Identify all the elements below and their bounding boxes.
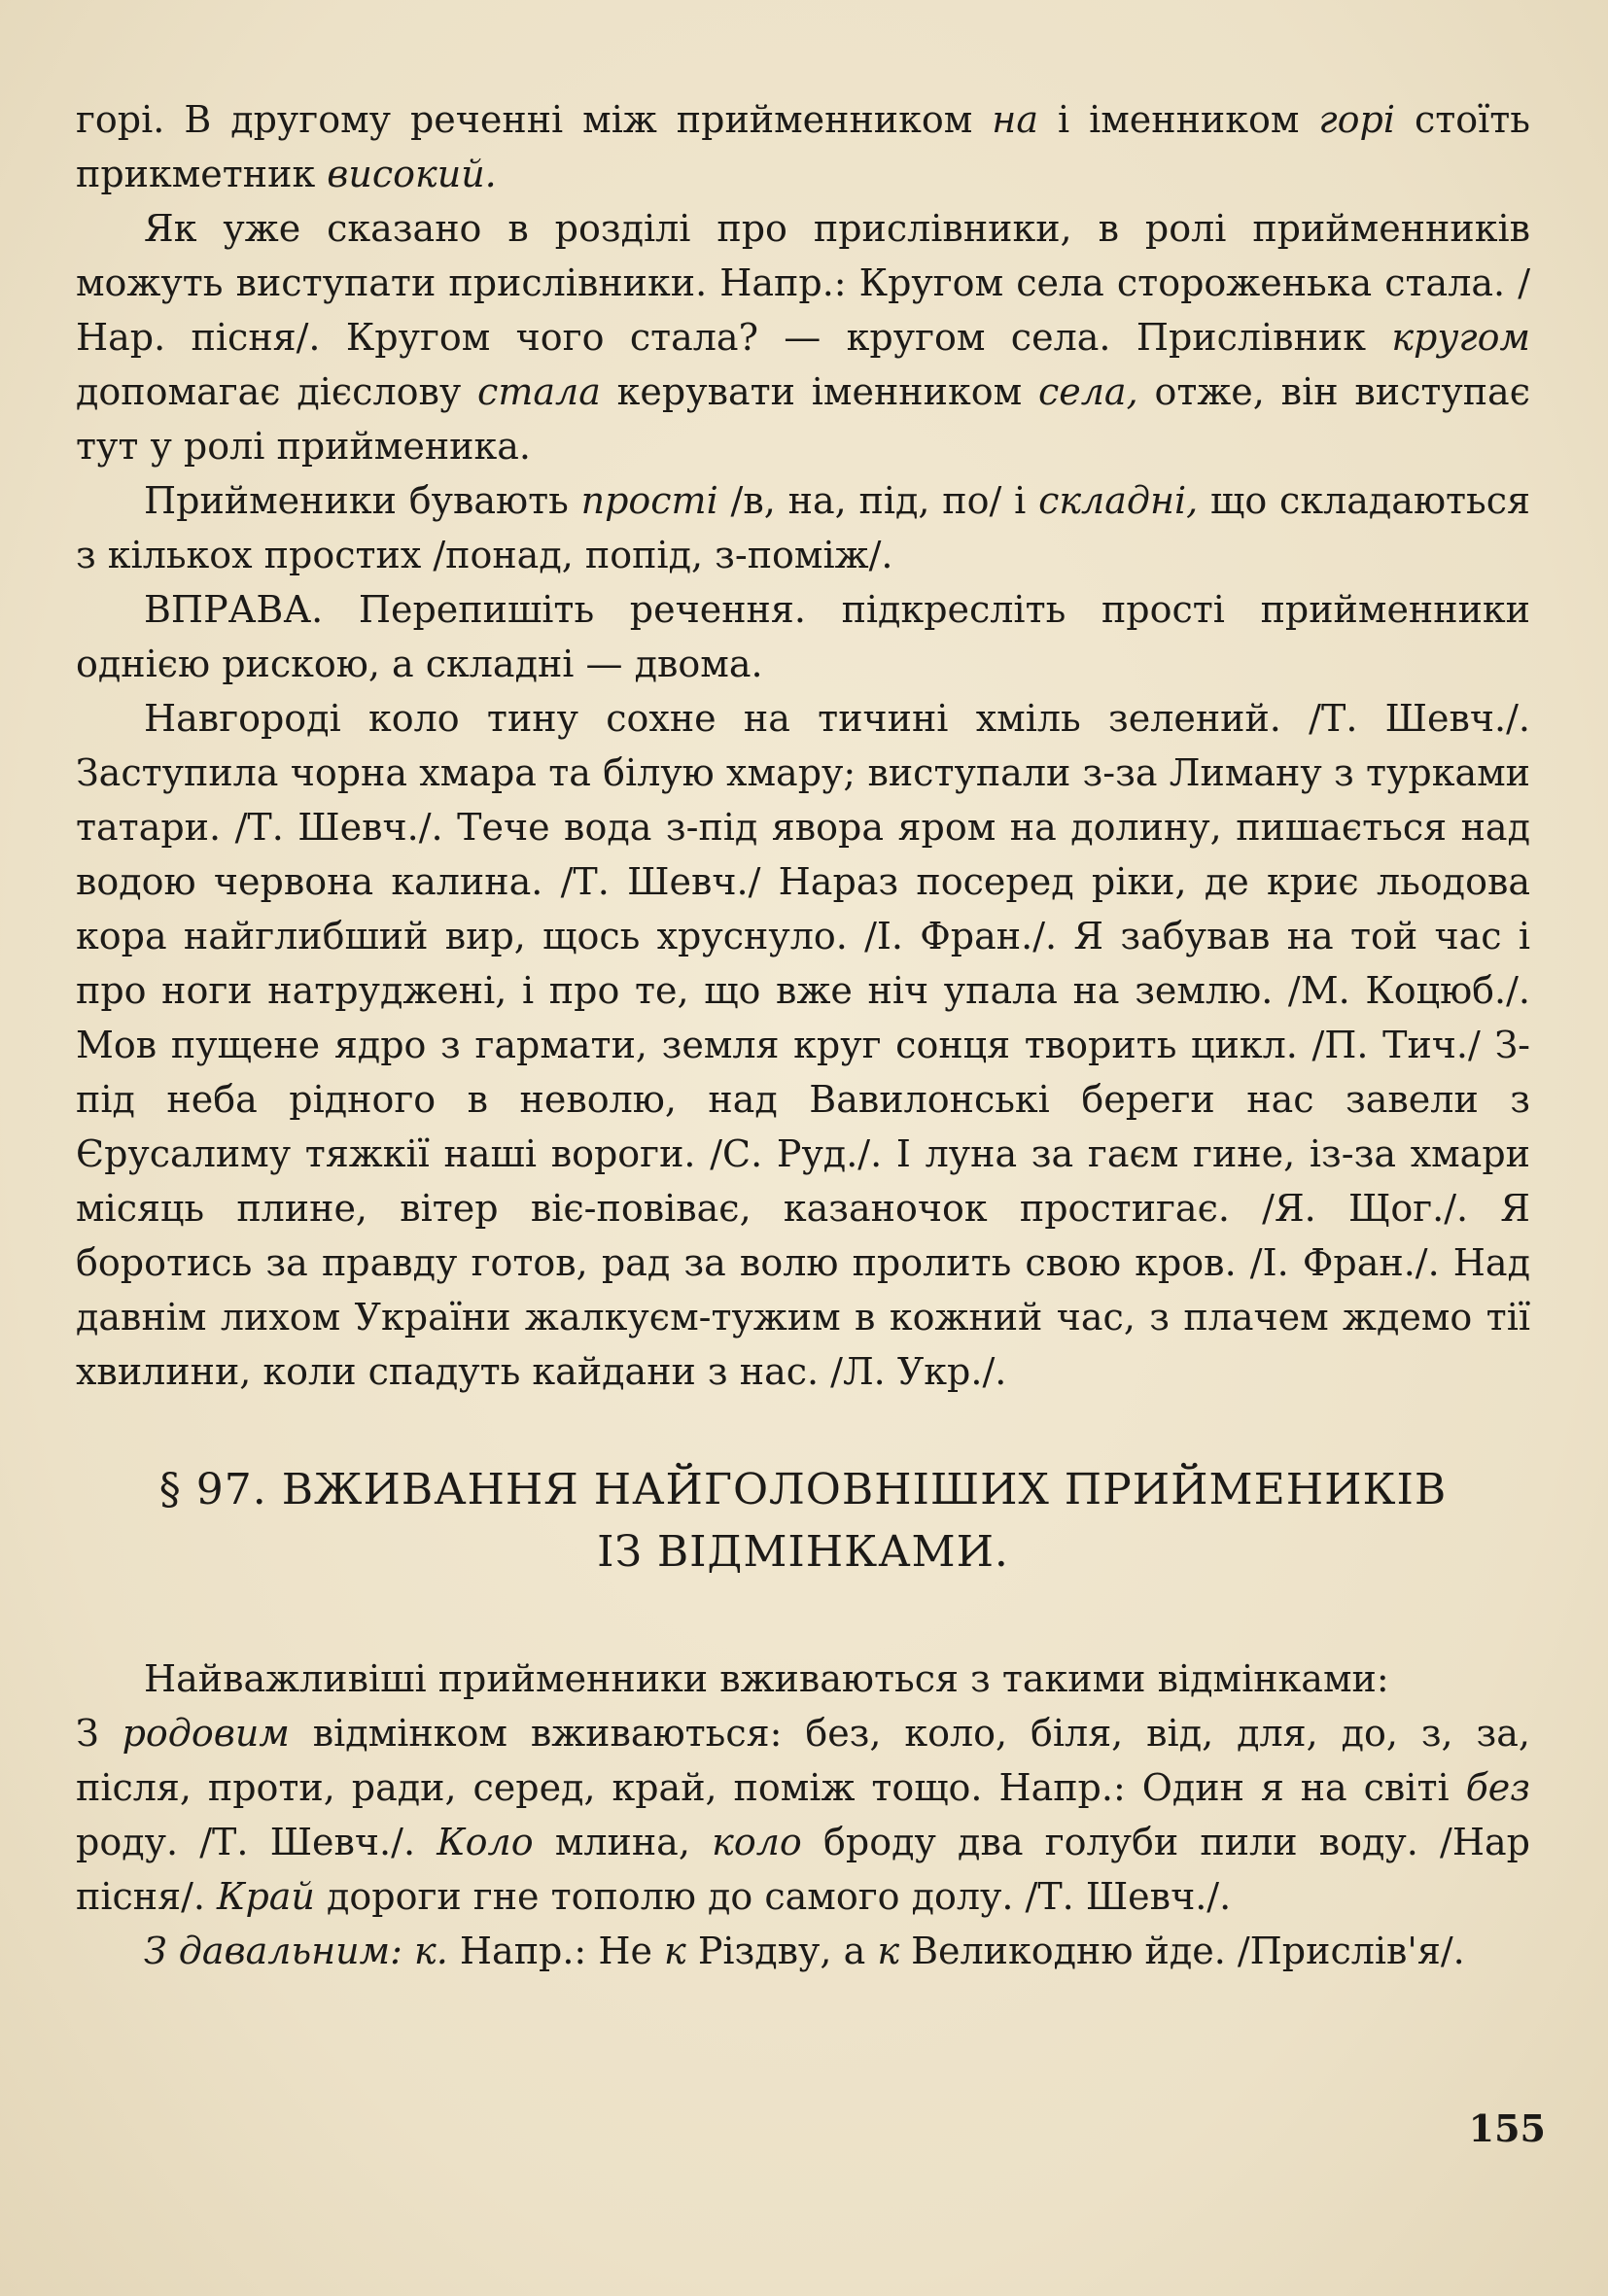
text-run: Як уже сказано в розділі про прислівники, в ролі прийменників можуть виступати прислівники. Напр.: Кругом села стороженька стала. /Нар. пісня/. Кругом чого стала? — кругом села. Прислівник — [76, 207, 1530, 359]
paragraph — [76, 201, 1530, 473]
text-run: /в, на, під, по/ і — [717, 479, 1039, 522]
text-run: отже, він виступає тут у ролі прийменика. — [76, 370, 1530, 468]
italic-text: без — [1465, 1766, 1530, 1809]
italic-text: коло — [712, 1821, 802, 1863]
text-run: допомагає дієслову — [76, 370, 478, 413]
text-run: роду. /Т. Шевч./. — [76, 1821, 437, 1863]
section-heading-line-2: ІЗ ВІДМІНКАМИ. — [597, 1527, 1009, 1577]
text-run: дороги гне тополю до самого долу. /Т. Шевч./. — [314, 1875, 1232, 1918]
italic-text: Край — [217, 1875, 315, 1918]
paragraph — [76, 1924, 1530, 1978]
italic-text: села, — [1037, 370, 1138, 413]
paragraph — [76, 92, 1530, 201]
paragraph — [76, 691, 1530, 1399]
text-run: Прийменики бувають — [144, 479, 581, 522]
text-run: горі. В другому реченні між прийменником — [76, 98, 993, 141]
italic-text: складні, — [1038, 479, 1199, 522]
italic-text: к — [877, 1930, 900, 1972]
italic-text: Коло — [437, 1821, 534, 1863]
page-number: 155 — [1468, 2106, 1546, 2150]
paragraph — [76, 582, 1530, 691]
italic-text: стала — [477, 370, 601, 413]
section-heading — [76, 1459, 1530, 1583]
text-run: Навгороді коло тину сохне на тичині хміль зелений. /Т. Шевч./. Заступила чорна хмара та білую хмару; виступали з-за Лиману з турками татари. /Т. Шевч./. Тече вода з-під явора яром на долину, пишається над водою червона калина. /Т. Шевч./ Нараз посеред ріки, де криє льодова кора найглибший вир, щось хруснуло. /І. Фран./. Я забував на той час і про ноги натруджені, і про те, що вже ніч упала на землю. /М. Коцюб./. Мов пущене ядро з гармати, земля круг сонця творить цикл. /П. Тич./ З-під неба рідного в неволю, над Вавилонські береги нас завели з Єрусалиму тяжкії наші вороги. /С. Руд./. І луна за гаєм гине, із-за хмари місяць плине, вітер віє-повіває, казаночок простигає. /Я. Щог./. Я боротись за правду готов, рад за волю пролить свою кров. /І. Фран./. Над давнім лихом України жалкуєм-тужим в кожний час, з плачем ждемо тії хвилини, коли спадуть кайдани з нас. /Л. Укр./. — [76, 697, 1530, 1393]
italic-text: високий. — [327, 153, 497, 195]
text-run: Напр.: Не — [447, 1930, 665, 1972]
text-run: Великодню йде. /Прислів'я/. — [899, 1930, 1465, 1972]
paragraph — [76, 473, 1530, 582]
italic-text: кругом — [1391, 316, 1530, 359]
text-run: відмінком вживаються: без, коло, біля, від, для, до, з, за, після, проти, ради, серед, край, поміж тощо. Напр.: Один я на світі — [76, 1712, 1530, 1809]
italic-text: горі — [1318, 98, 1395, 141]
bottom-paragraphs — [76, 1652, 1530, 1978]
text-run: З — [76, 1712, 122, 1755]
top-paragraphs — [76, 92, 1530, 1399]
paragraph — [76, 1652, 1530, 1706]
page-text — [76, 92, 1530, 1978]
paragraph — [76, 1706, 1530, 1924]
italic-text: к — [664, 1930, 686, 1972]
text-run: керувати іменником — [600, 370, 1038, 413]
text-run: ВПРАВА. Перепишіть речення. підкресліть прості прийменники однією рискою, а складні — двома. — [76, 588, 1530, 685]
text-run: Найважливіші прийменники вживаються з такими відмінками: — [144, 1657, 1389, 1700]
text-run: і іменником — [1037, 98, 1319, 141]
text-run: броду два голуби пили воду. /Нар пісня/. — [76, 1821, 1530, 1918]
text-run: млина, — [533, 1821, 713, 1863]
italic-text: прості — [580, 479, 718, 522]
italic-text: родовим — [122, 1712, 290, 1755]
italic-text: З давальним: к. — [144, 1930, 448, 1972]
text-run: Різдву, а — [685, 1930, 878, 1972]
italic-text: на — [992, 98, 1038, 141]
section-heading-line-1: § 97. ВЖИВАННЯ НАЙГОЛОВНІШИХ ПРИЙМЕНИКІВ — [158, 1465, 1448, 1514]
text-run: стоїть прикметник — [76, 98, 1530, 195]
text-run: що складаються з кількох простих /понад, попід, з-поміж/. — [76, 479, 1530, 576]
